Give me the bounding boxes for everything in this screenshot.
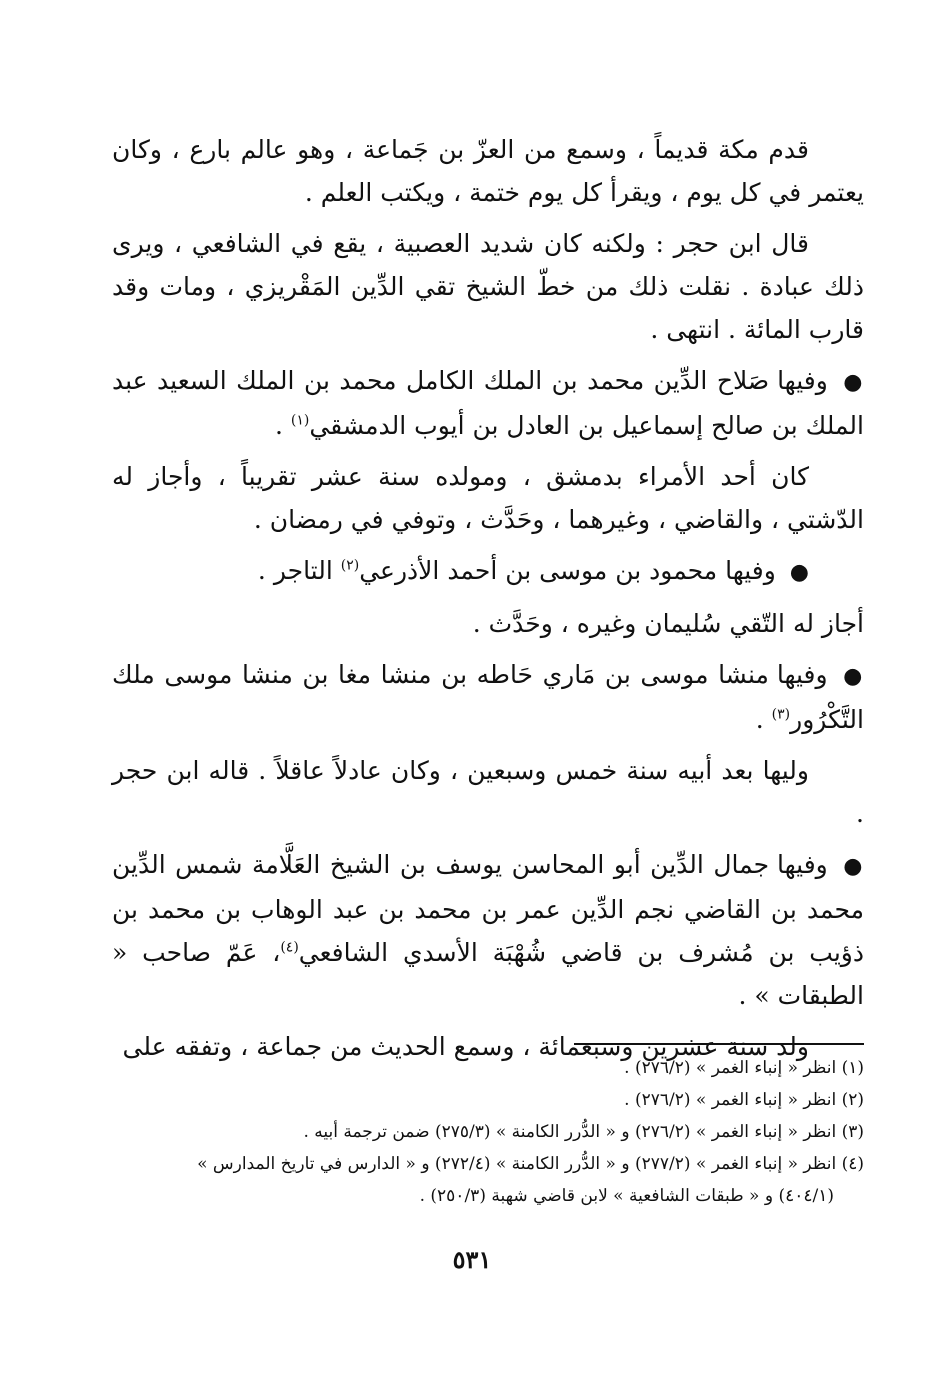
paragraph-text-tail: ، عَمّ صاحب « الطبقات » . (112, 938, 864, 1010)
bullet-icon: ● (843, 370, 864, 395)
paragraph-text-tail: التاجر . (257, 556, 341, 585)
bullet-icon: ● (843, 854, 864, 879)
bullet-paragraph (112, 549, 864, 594)
footnote: (٢) انظر « إنباء الغمر » (٢٧٦/٢) . (624, 1090, 864, 1110)
bullet-icon: ● (789, 560, 809, 585)
paragraph-text-tail: . (275, 411, 291, 440)
paragraph (112, 222, 864, 351)
footnote-reference: (٤) (280, 939, 299, 956)
paragraph (112, 602, 864, 645)
footnotes (112, 1052, 864, 1212)
paragraph (112, 455, 864, 541)
bullet-paragraph (112, 359, 864, 447)
paragraph-text: كان أحد الأمراء بدمشق ، ومولده سنة عشر تقريباً ، وأجاز له الدّشتي ، والقاضي ، وغيرهما ، وحَدَّث ، وتوفي في رمضان . (112, 462, 864, 534)
page-number: ٥٣١ (452, 1245, 492, 1274)
footnote: (١) انظر « إنباء الغمر » (٢٧٦/٢) . (624, 1058, 864, 1078)
footnote-reference: (١) (290, 412, 310, 429)
paragraph-text: وفيها جمال الدِّين أبو المحاسن يوسف بن الشيخ العَلَّامة شمس الدِّين محمد بن القاضي نجم الدِّين عمر بن محمد بن عبد الوهاب بن محمد بن ذؤيب بن مُشرف بن قاضي شُهْبَة الأسدي الشافعي (112, 850, 865, 967)
paragraph-text: وفيها منشا موسى بن مَاري حَاطه بن منشا مغا بن منشا موسى ملك التَّكْرُور (112, 660, 864, 734)
paragraph (112, 749, 864, 835)
bullet-paragraph (112, 653, 864, 741)
paragraph-text-tail: . (755, 705, 772, 734)
paragraph-text: ولد سنة عشرين وسبعمائة ، وسمع الحديث من جماعة ، وتفقه على (122, 1032, 809, 1061)
bullet-paragraph (112, 843, 864, 1017)
footnote: (٣) انظر « إنباء الغمر » (٢٧٦/٢) و « الدُّرر الكامنة » (٢٧٥/٣) ضمن ترجمة أبيه . (303, 1122, 864, 1142)
paragraph-text: وفيها محمود بن موسى بن أحمد الأذرعي (359, 556, 776, 585)
paragraph-text: وليها بعد أبيه سنة خمس وسبعين ، وكان عادلاً عاقلاً . قاله ابن حجر . (112, 756, 864, 828)
bullet-icon: ● (843, 664, 865, 689)
footnote: (٤) انظر « إنباء الغمر » (٢٧٧/٢) و « الدُّرر الكامنة » (٢٧٢/٤) و « الدارس في تاريخ المدارس » (197, 1154, 864, 1174)
footnote-reference: (٣) (771, 706, 791, 723)
main-text (112, 128, 864, 1076)
paragraph-text: قال ابن حجر : ولكنه كان شديد العصبية ، يقع في الشافعي ، ويرى ذلك عبادة . نقلت ذلك من خطّ الشيخ تقي الدِّين المَقْريزي ، ومات وقد قارب المائة . انتهى . (112, 229, 864, 344)
paragraph-text: قدم مكة قديماً ، وسمع من العزّ بن جَماعة ، وهو عالم بارع ، وكان يعتمر في كل يوم ، ويقرأ كل يوم ختمة ، ويكتب العلم . (112, 135, 864, 207)
paragraph-text: وفيها صَلاح الدِّين محمد بن الملك الكامل محمد بن الملك السعيد عبد الملك بن صالح إسماعيل بن العادل بن أيوب الدمشقي (112, 366, 864, 440)
paragraph (112, 128, 864, 214)
footnote-divider (574, 1043, 864, 1045)
footnote-reference: (٢) (340, 557, 360, 574)
paragraph-text: أجاز له التّقي سُليمان وغيره ، وحَدَّث . (472, 609, 864, 638)
footnote-continuation: (٤٠٤/١) و « طبقات الشافعية » لابن قاضي شهبة (٢٥٠/٣) . (419, 1186, 834, 1206)
